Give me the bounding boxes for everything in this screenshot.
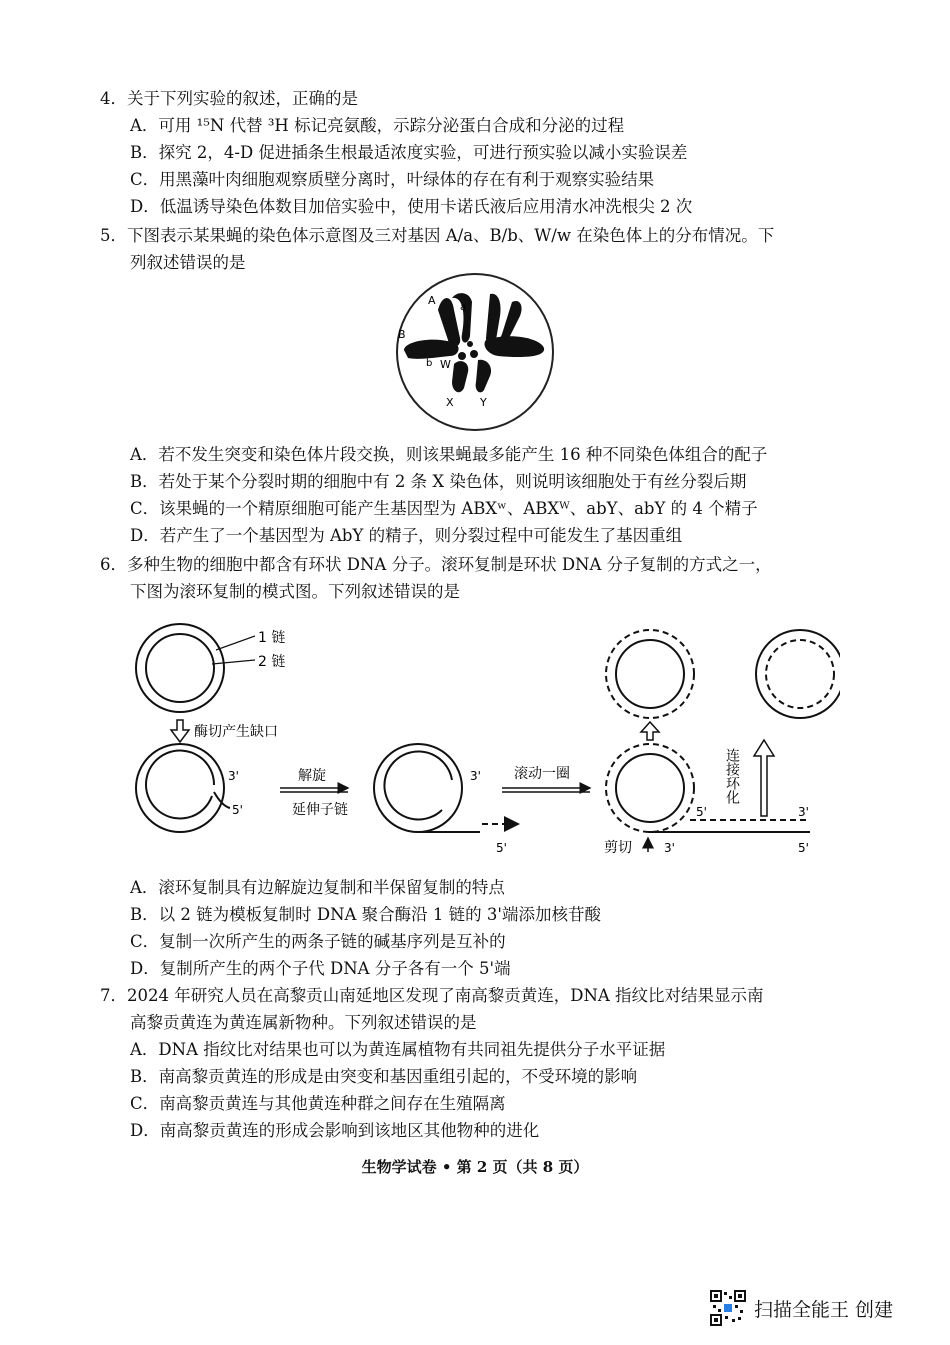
chromosome-diagram <box>390 272 560 432</box>
q5-stem-cont: 列叙述错误的是 <box>130 253 246 272</box>
label-5prime: 5' <box>696 805 707 819</box>
label-b: b <box>426 358 433 369</box>
label-3prime: 3' <box>228 769 239 783</box>
label-cut: 剪切 <box>604 840 632 856</box>
label-B: B <box>398 328 406 341</box>
label-3prime: 3' <box>664 841 675 855</box>
q6-option-a: A．滚环复制具有边解旋边复制和半保留复制的特点 <box>130 878 505 897</box>
q4-stem: 4．关于下列实验的叙述，正确的是 <box>100 89 358 108</box>
q4-option-a: A．可用 ¹⁵N 代替 ³H 标记亮氨酸，示踪分泌蛋白合成和分泌的过程 <box>130 116 625 135</box>
q4-option-b: B．探究 2，4-D 促进插条生根最适浓度实验，可进行预实验以减小实验误差 <box>130 143 688 162</box>
q5-option-c: C．该果蝇的一个精原细胞可能产生基因型为 ABXʷ、ABXᵂ、abY、abY 的 4 个精子 <box>130 499 758 518</box>
chromosome-dot <box>458 352 466 360</box>
q5-option-a: A．若不发生突变和染色体片段交换，则该果蝇最多能产生 16 种不同染色体组合的配子 <box>130 445 768 464</box>
label-a: a <box>460 302 467 313</box>
label-A: A <box>428 294 436 307</box>
label-chain2: 2 链 <box>258 654 286 670</box>
label-5prime: 5' <box>798 841 809 855</box>
x-chromosome <box>452 361 468 392</box>
rolling-circle-diagram <box>120 620 840 870</box>
label-W: W <box>440 358 451 371</box>
label-X: X <box>446 396 454 409</box>
page-footer: 生物学试卷 • 第 2 页（共 8 页） <box>361 1158 589 1176</box>
label-5prime: 5' <box>496 841 507 855</box>
watermark-text: 扫描全能王 创建 <box>754 1298 894 1321</box>
label-chain1: 1 链 <box>258 630 286 646</box>
label-3prime: 3' <box>470 769 481 783</box>
q7-stem-cont: 高黎贡黄连为黄连属新物种。下列叙述错误的是 <box>130 1013 477 1032</box>
chromosome-dot <box>470 350 478 358</box>
q5-option-b: B．若处于某个分裂时期的细胞中有 2 条 X 染色体，则说明该细胞处于有丝分裂后期 <box>130 472 747 491</box>
q6-option-d: D．复制所产生的两个子代 DNA 分子各有一个 5'端 <box>130 959 511 978</box>
label-5prime: 5' <box>232 803 243 817</box>
chromosome-shape <box>438 298 460 347</box>
q7-option-a: A．DNA 指纹比对结果也可以为黄连属植物有共同祖先提供分子水平证据 <box>130 1040 666 1059</box>
label-nick: 酶切产生缺口 <box>194 724 278 740</box>
label-Y: Y <box>480 396 487 409</box>
q5-option-d: D．若产生了一个基因型为 AbY 的精子，则分裂过程中可能发生了基因重组 <box>130 526 683 545</box>
q6-option-c: C．复制一次所产生的两条子链的碱基序列是互补的 <box>130 932 506 951</box>
q5-stem: 5．下图表示某果蝇的染色体示意图及三对基因 A/a、B/b、W/w 在染色体上的分布情况。下 <box>100 226 775 245</box>
q6-option-b: B．以 2 链为模板复制时 DNA 聚合酶沿 1 链的 3'端添加核苷酸 <box>130 905 601 924</box>
q6-stem-cont: 下图为滚环复制的模式图。下列叙述错误的是 <box>130 582 460 601</box>
label-ligate: 连接环化 <box>724 748 740 804</box>
q7-option-b: B．南高黎贡黄连的形成是由突变和基因重组引起的，不受环境的影响 <box>130 1067 638 1086</box>
label-roll: 滚动一圈 <box>514 766 570 782</box>
q7-option-c: C．南高黎贡黄连与其他黄连种群之间存在生殖隔离 <box>130 1094 506 1113</box>
q7-option-d: D．南高黎贡黄连的形成会影响到该地区其他物种的进化 <box>130 1121 540 1140</box>
q6-stem: 6．多种生物的细胞中都含有环状 DNA 分子。滚环复制是环状 DNA 分子复制的方式之一， <box>100 555 772 574</box>
chromosome-shape <box>404 340 459 359</box>
q7-stem: 7．2024 年研究人员在高黎贡山南延地区发现了南高黎贡黄连，DNA 指纹比对结果显示南 <box>100 986 764 1005</box>
q4-option-c: C．用黑藻叶肉细胞观察质壁分离时，叶绿体的存在有利于观察实验结果 <box>130 170 655 189</box>
qr-code-icon <box>710 1290 746 1326</box>
chromosome-dot <box>467 341 473 347</box>
y-chromosome <box>476 360 491 393</box>
scanner-watermark <box>710 1290 893 1326</box>
label-unwind: 解旋 <box>298 768 326 784</box>
q4-option-d: D．低温诱导染色体数目加倍实验中，使用卡诺氏液后应用清水冲洗根尖 2 次 <box>130 197 693 216</box>
label-3prime: 3' <box>798 805 809 819</box>
label-extend: 延伸子链 <box>292 802 348 818</box>
chromosome-shape <box>485 336 545 357</box>
